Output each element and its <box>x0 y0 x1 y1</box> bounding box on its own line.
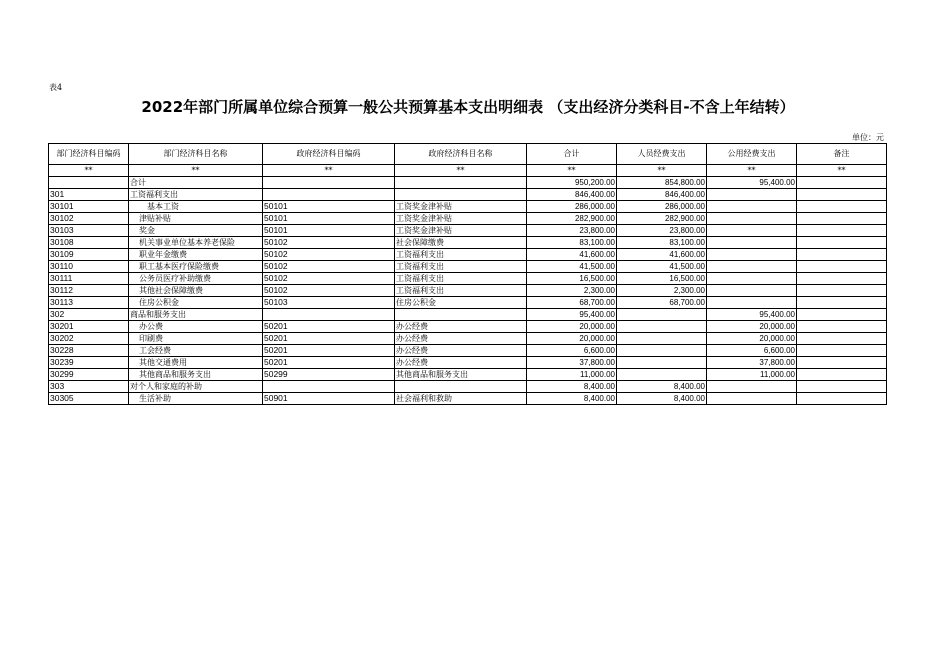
cell-dept-name: 其他社会保障缴费 <box>129 285 263 297</box>
cell-total: 41,600.00 <box>527 249 617 261</box>
cell-dept-code: 30108 <box>49 237 129 249</box>
placeholder-cell: ** <box>49 165 129 177</box>
cell-dept-code: 30110 <box>49 261 129 273</box>
cell-note <box>797 369 887 381</box>
cell-dept-name: 基本工资 <box>129 201 263 213</box>
cell-total: 8,400.00 <box>527 381 617 393</box>
cell-public: 95,400.00 <box>707 177 797 189</box>
cell-personnel: 41,600.00 <box>617 249 707 261</box>
page-title: 2022年部门所属单位综合预算一般公共预算基本支出明细表 （支出经济分类科目-不含上年结转） <box>141 98 795 116</box>
cell-gov-name: 工资福利支出 <box>395 249 527 261</box>
cell-note <box>797 285 887 297</box>
cell-dept-code: 301 <box>49 189 129 201</box>
cell-personnel: 282,900.00 <box>617 213 707 225</box>
cell-note <box>797 273 887 285</box>
cell-note <box>797 345 887 357</box>
cell-gov-name: 工资福利支出 <box>395 273 527 285</box>
cell-gov-code: 50201 <box>263 321 395 333</box>
header-public: 公用经费支出 <box>707 144 797 165</box>
cell-note <box>797 321 887 333</box>
cell-gov-code: 50102 <box>263 285 395 297</box>
cell-note <box>797 261 887 273</box>
cell-dept-code: 30103 <box>49 225 129 237</box>
table-row <box>49 273 887 285</box>
cell-gov-name: 工资奖金津补贴 <box>395 213 527 225</box>
cell-note <box>797 249 887 261</box>
cell-dept-code: 30109 <box>49 249 129 261</box>
cell-note <box>797 297 887 309</box>
table-row <box>49 393 887 405</box>
cell-gov-name <box>395 309 527 321</box>
cell-public <box>707 237 797 249</box>
cell-gov-name: 住房公积金 <box>395 297 527 309</box>
cell-gov-name <box>395 189 527 201</box>
cell-total: 286,000.00 <box>527 201 617 213</box>
table-row <box>49 249 887 261</box>
cell-public: 37,800.00 <box>707 357 797 369</box>
cell-total: 16,500.00 <box>527 273 617 285</box>
cell-total: 20,000.00 <box>527 333 617 345</box>
cell-gov-code: 50101 <box>263 225 395 237</box>
cell-personnel <box>617 345 707 357</box>
cell-personnel: 286,000.00 <box>617 201 707 213</box>
cell-public <box>707 393 797 405</box>
cell-personnel <box>617 333 707 345</box>
cell-note <box>797 357 887 369</box>
cell-public: 20,000.00 <box>707 321 797 333</box>
cell-total: 2,300.00 <box>527 285 617 297</box>
cell-dept-name: 工会经费 <box>129 345 263 357</box>
cell-gov-code: 50101 <box>263 213 395 225</box>
cell-public <box>707 225 797 237</box>
cell-gov-name: 办公经费 <box>395 357 527 369</box>
cell-gov-code: 50102 <box>263 273 395 285</box>
cell-dept-code: 30111 <box>49 273 129 285</box>
cell-dept-name: 住房公积金 <box>129 297 263 309</box>
cell-personnel <box>617 357 707 369</box>
cell-dept-name: 商品和服务支出 <box>129 309 263 321</box>
header-personnel: 人员经费支出 <box>617 144 707 165</box>
placeholder-cell: ** <box>527 165 617 177</box>
cell-personnel: 8,400.00 <box>617 393 707 405</box>
unit-label: 单位：元 <box>852 133 884 142</box>
cell-total: 95,400.00 <box>527 309 617 321</box>
placeholder-row <box>49 165 887 177</box>
cell-personnel: 2,300.00 <box>617 285 707 297</box>
header-total: 合计 <box>527 144 617 165</box>
cell-personnel: 83,100.00 <box>617 237 707 249</box>
cell-total: 8,400.00 <box>527 393 617 405</box>
cell-public <box>707 381 797 393</box>
table-row <box>49 297 887 309</box>
placeholder-cell: ** <box>707 165 797 177</box>
cell-dept-name: 津贴补贴 <box>129 213 263 225</box>
cell-dept-name: 职业年金缴费 <box>129 249 263 261</box>
cell-gov-code: 50201 <box>263 333 395 345</box>
header-gov-code: 政府经济科目编码 <box>263 144 395 165</box>
cell-total: 20,000.00 <box>527 321 617 333</box>
header-note: 备注 <box>797 144 887 165</box>
placeholder-cell: ** <box>797 165 887 177</box>
table-row <box>49 321 887 333</box>
cell-gov-name: 工资奖金津补贴 <box>395 201 527 213</box>
cell-gov-code: 50102 <box>263 261 395 273</box>
header-dept-name: 部门经济科目名称 <box>129 144 263 165</box>
cell-gov-name <box>395 381 527 393</box>
cell-note <box>797 201 887 213</box>
cell-note <box>797 225 887 237</box>
cell-dept-code: 302 <box>49 309 129 321</box>
cell-gov-name: 工资福利支出 <box>395 261 527 273</box>
cell-public <box>707 189 797 201</box>
cell-note <box>797 333 887 345</box>
cell-dept-name: 其他商品和服务支出 <box>129 369 263 381</box>
cell-public <box>707 285 797 297</box>
cell-public <box>707 273 797 285</box>
cell-dept-code: 303 <box>49 381 129 393</box>
cell-personnel: 23,800.00 <box>617 225 707 237</box>
cell-note <box>797 189 887 201</box>
cell-note <box>797 381 887 393</box>
cell-total: 846,400.00 <box>527 189 617 201</box>
table-row <box>49 309 887 321</box>
cell-personnel <box>617 369 707 381</box>
cell-dept-code: 30201 <box>49 321 129 333</box>
placeholder-cell: ** <box>617 165 707 177</box>
cell-dept-name: 生活补助 <box>129 393 263 405</box>
cell-gov-code <box>263 309 395 321</box>
cell-gov-code: 50901 <box>263 393 395 405</box>
cell-public <box>707 249 797 261</box>
cell-note <box>797 177 887 189</box>
cell-public: 11,000.00 <box>707 369 797 381</box>
cell-gov-code <box>263 381 395 393</box>
cell-public <box>707 297 797 309</box>
cell-public <box>707 261 797 273</box>
table-row <box>49 237 887 249</box>
table-row <box>49 357 887 369</box>
cell-dept-name: 工资福利支出 <box>129 189 263 201</box>
placeholder-cell: ** <box>395 165 527 177</box>
cell-total: 282,900.00 <box>527 213 617 225</box>
cell-gov-name: 社会福利和救助 <box>395 393 527 405</box>
header-dept-code: 部门经济科目编码 <box>49 144 129 165</box>
cell-note <box>797 309 887 321</box>
cell-gov-code: 50102 <box>263 237 395 249</box>
cell-gov-name: 办公经费 <box>395 345 527 357</box>
table-row <box>49 333 887 345</box>
table-row <box>49 213 887 225</box>
cell-gov-code <box>263 177 395 189</box>
table-row <box>49 261 887 273</box>
cell-dept-code <box>49 177 129 189</box>
header-gov-name: 政府经济科目名称 <box>395 144 527 165</box>
cell-total: 68,700.00 <box>527 297 617 309</box>
cell-gov-name: 其他商品和服务支出 <box>395 369 527 381</box>
header-row <box>49 144 887 165</box>
cell-dept-code: 30102 <box>49 213 129 225</box>
cell-gov-code: 50103 <box>263 297 395 309</box>
cell-dept-name: 奖金 <box>129 225 263 237</box>
cell-personnel: 8,400.00 <box>617 381 707 393</box>
cell-dept-name: 办公费 <box>129 321 263 333</box>
budget-table <box>48 143 887 405</box>
cell-personnel: 854,800.00 <box>617 177 707 189</box>
cell-total: 6,600.00 <box>527 345 617 357</box>
cell-gov-name: 办公经费 <box>395 321 527 333</box>
cell-public: 95,400.00 <box>707 309 797 321</box>
table-row <box>49 369 887 381</box>
cell-note <box>797 237 887 249</box>
cell-gov-name: 社会保障缴费 <box>395 237 527 249</box>
table-row <box>49 345 887 357</box>
table-number: 表4 <box>49 83 63 92</box>
cell-dept-name: 职工基本医疗保险缴费 <box>129 261 263 273</box>
cell-total: 83,100.00 <box>527 237 617 249</box>
table-row <box>49 189 887 201</box>
cell-dept-code: 30305 <box>49 393 129 405</box>
cell-dept-name: 机关事业单位基本养老保险 <box>129 237 263 249</box>
cell-note <box>797 393 887 405</box>
cell-note <box>797 213 887 225</box>
cell-total: 23,800.00 <box>527 225 617 237</box>
cell-dept-code: 30202 <box>49 333 129 345</box>
cell-gov-name: 工资奖金津补贴 <box>395 225 527 237</box>
cell-total: 37,800.00 <box>527 357 617 369</box>
cell-dept-name: 合计 <box>129 177 263 189</box>
cell-dept-name: 对个人和家庭的补助 <box>129 381 263 393</box>
cell-personnel: 68,700.00 <box>617 297 707 309</box>
cell-total: 41,500.00 <box>527 261 617 273</box>
cell-dept-name: 公务员医疗补助缴费 <box>129 273 263 285</box>
cell-public: 20,000.00 <box>707 333 797 345</box>
cell-dept-name: 其他交通费用 <box>129 357 263 369</box>
table-row <box>49 225 887 237</box>
cell-dept-code: 30112 <box>49 285 129 297</box>
cell-total: 11,000.00 <box>527 369 617 381</box>
placeholder-cell: ** <box>263 165 395 177</box>
cell-gov-name: 办公经费 <box>395 333 527 345</box>
cell-gov-code: 50201 <box>263 357 395 369</box>
table-row <box>49 201 887 213</box>
cell-dept-code: 30113 <box>49 297 129 309</box>
cell-gov-name <box>395 177 527 189</box>
cell-public <box>707 213 797 225</box>
cell-personnel: 41,500.00 <box>617 261 707 273</box>
cell-personnel: 846,400.00 <box>617 189 707 201</box>
cell-gov-code: 50299 <box>263 369 395 381</box>
cell-dept-name: 印刷费 <box>129 333 263 345</box>
cell-gov-code: 50201 <box>263 345 395 357</box>
cell-gov-code: 50101 <box>263 201 395 213</box>
table-row <box>49 285 887 297</box>
cell-personnel <box>617 309 707 321</box>
cell-dept-code: 30239 <box>49 357 129 369</box>
cell-gov-code: 50102 <box>263 249 395 261</box>
table-row <box>49 381 887 393</box>
table-row <box>49 177 887 189</box>
cell-personnel: 16,500.00 <box>617 273 707 285</box>
cell-public: 6,600.00 <box>707 345 797 357</box>
cell-gov-name: 工资福利支出 <box>395 285 527 297</box>
cell-dept-code: 30228 <box>49 345 129 357</box>
cell-personnel <box>617 321 707 333</box>
cell-gov-code <box>263 189 395 201</box>
placeholder-cell: ** <box>129 165 263 177</box>
cell-total: 950,200.00 <box>527 177 617 189</box>
cell-dept-code: 30299 <box>49 369 129 381</box>
cell-public <box>707 201 797 213</box>
cell-dept-code: 30101 <box>49 201 129 213</box>
